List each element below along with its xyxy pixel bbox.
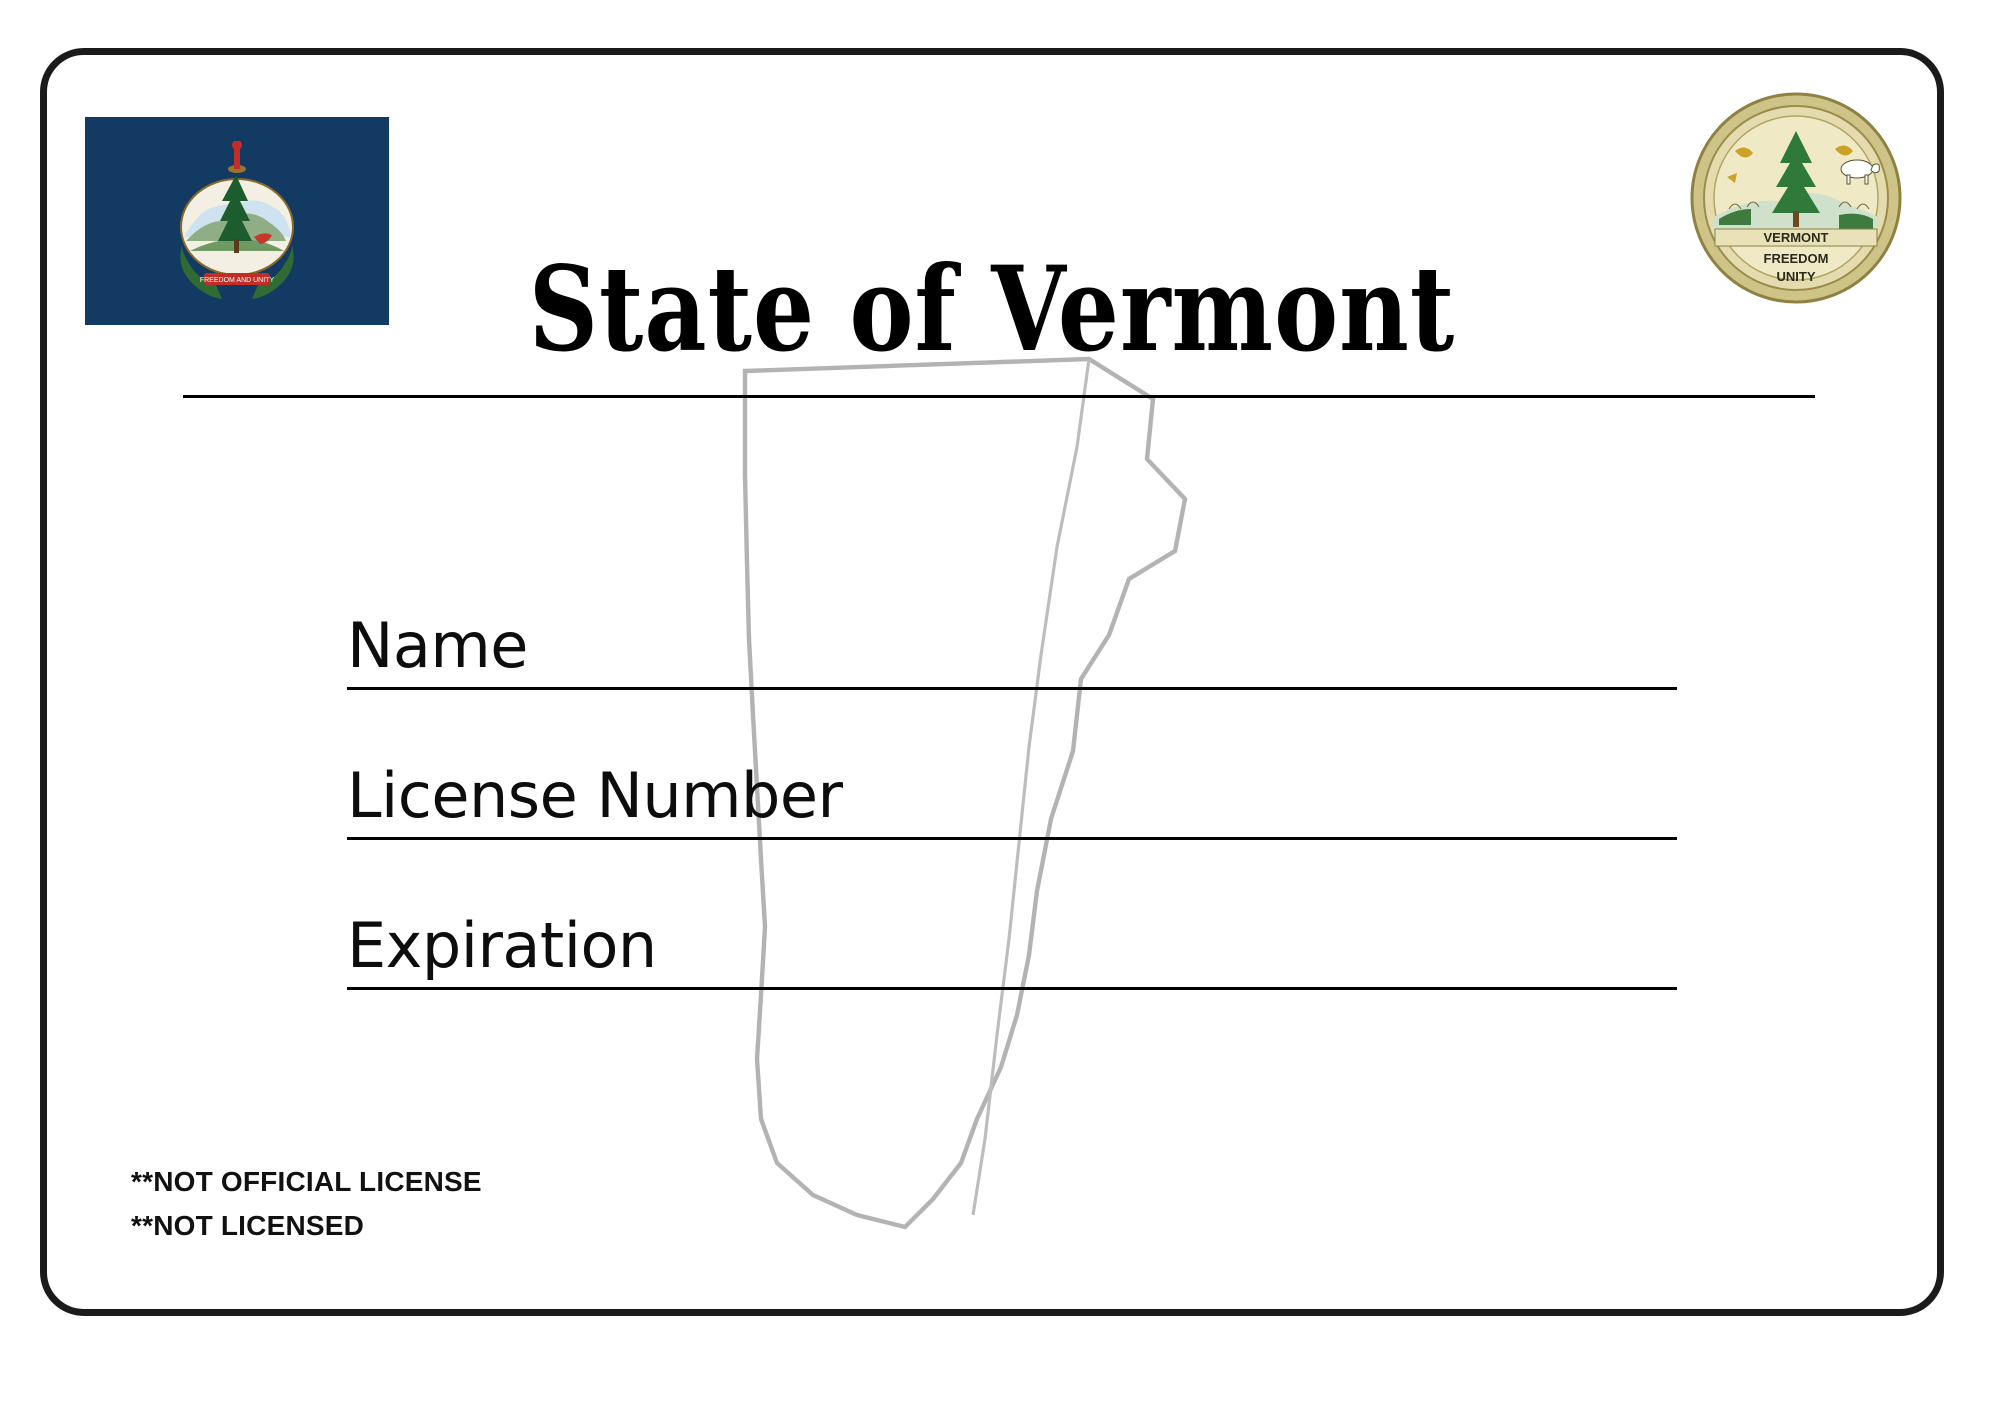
page-title: State of Vermont (528, 240, 1456, 378)
svg-text:FREEDOM AND UNITY: FREEDOM AND UNITY (199, 277, 275, 284)
field-name-label: Name (347, 609, 528, 682)
svg-text:VERMONT: VERMONT (1763, 230, 1829, 245)
field-expiration-writing-line[interactable] (347, 987, 1677, 990)
field-expiration (347, 909, 1347, 982)
title-divider (183, 395, 1815, 398)
disclaimer (131, 1160, 482, 1247)
svg-text:FREEDOM: FREEDOM (1763, 251, 1829, 266)
svg-text:UNITY: UNITY (1776, 269, 1816, 284)
field-expiration-label: Expiration (347, 909, 657, 982)
field-license-number (347, 759, 1347, 832)
field-name-writing-line[interactable] (347, 687, 1677, 690)
disclaimer-line-1: **NOT OFFICIAL LICENSE (131, 1166, 482, 1198)
license-card (40, 48, 1944, 1316)
field-license-number-label: License Number (347, 759, 843, 832)
field-name (347, 609, 1347, 682)
field-license-number-writing-line[interactable] (347, 837, 1677, 840)
disclaimer-line-2: **NOT LICENSED (131, 1209, 365, 1241)
